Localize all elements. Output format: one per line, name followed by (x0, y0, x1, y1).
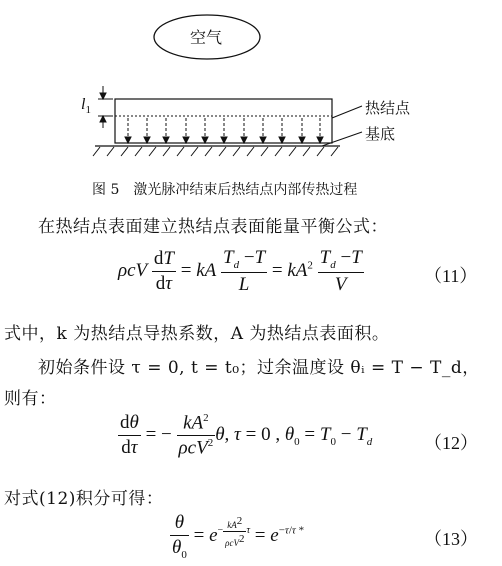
thickness-dimension (98, 86, 113, 128)
equation-11: ρcV $\frac{dT}{d\tau}$ = kA $\frac{T_d -T}{L}$ = $kA^2$ $\frac{T_d -T}{V}$ (118, 247, 362, 295)
paragraph-then: 则有： (4, 389, 57, 409)
thickness-symbol: l (81, 96, 86, 113)
equation-13: $\frac{\theta}{\theta_0}$ = $e^{- \frac{kA^2}{\rho cV^2} \tau} = e^{-\tau/\tau *}$ (172, 512, 305, 561)
hotspot-label: 热结点 (365, 99, 411, 117)
equation-12-number: （12） (424, 433, 478, 453)
substrate-leader (322, 132, 362, 146)
heat-flow-arrows (125, 118, 323, 143)
equation-11-number: （11） (424, 266, 478, 286)
paragraph-where: 式中，k 为热结点导热系数，A 为热结点表面积。 (4, 324, 390, 344)
hotspot-leader (332, 106, 362, 118)
paragraph-initial-conditions: 初始条件设 τ = 0, t = t₀；过余温度设 θᵢ = T − T_d， (38, 358, 480, 378)
thickness-subscript: 1 (85, 104, 91, 117)
paragraph-energy-balance: 在热结点表面建立热结点表面能量平衡公式： (38, 217, 388, 237)
equation-12: $\frac{d\theta}{d\tau}$ = − $\frac{kA^2}{\rho cV^2}$ θ, τ = 0 , $\theta_0 = T_0 - T_d$ (120, 412, 373, 459)
substrate-label: 基底 (365, 125, 396, 143)
equation-13-number: （13） (424, 529, 478, 549)
substrate-hatch (93, 147, 338, 156)
thickness-label (81, 96, 91, 116)
paragraph-integrate: 对式(12)积分可得： (4, 489, 164, 509)
air-label: 空气 (190, 28, 223, 47)
heat-transfer-diagram (0, 0, 502, 205)
figure-caption: 图 5 激光脉冲结束后热结点内部传热过程 (92, 182, 358, 198)
